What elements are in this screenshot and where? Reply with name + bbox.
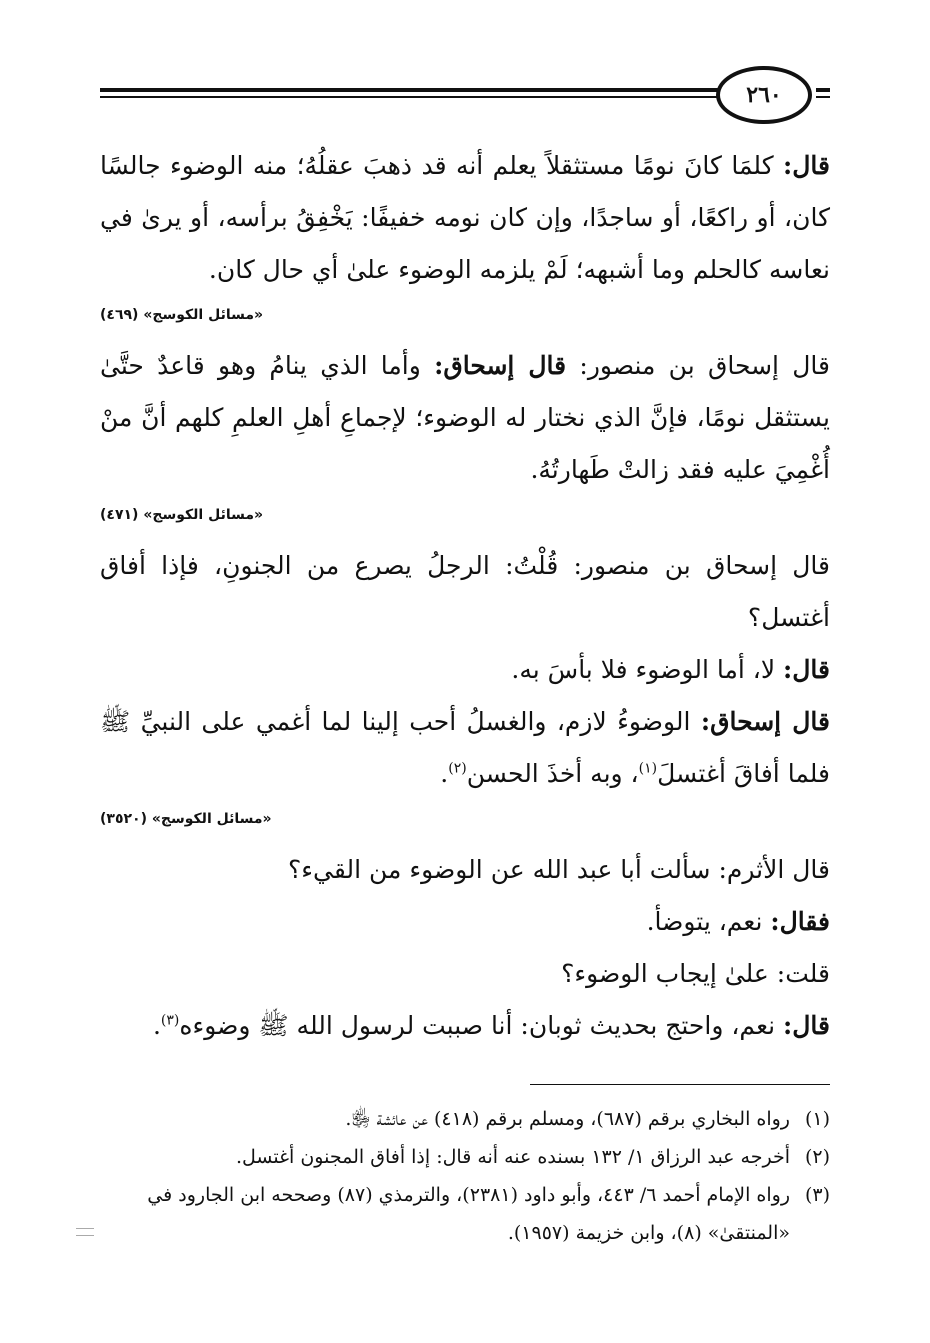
text-run: الوضوءُ لازم، والغسلُ أحب إلينا لما أغمي على النبيِّ ﷺ فلما أفاقَ أغتسلَ (100, 707, 830, 788)
text-run: . (152, 1011, 161, 1040)
speaker-label: قال إسحاق: (434, 351, 567, 380)
paragraph (100, 696, 830, 800)
text-run: ، وبه أخذَ الحسن (466, 759, 639, 788)
speaker-label: قال: (783, 151, 830, 180)
paragraph (100, 340, 830, 496)
text-run: وأما الذي ينامُ وهو قاعدٌ حتَّىٰ يستثقل نومًا، فإنَّ الذي نختار له الوضوء؛ لإجماعِ أهلِ العلمِ كلهم أنَّ منْ أُغْمِيَ عليه فقد زالتْ طَهارتُهُ. (100, 351, 830, 484)
text-run: . (440, 759, 449, 788)
page-number: ٢٦٠ (716, 66, 812, 124)
paragraph (100, 896, 830, 948)
text-run: قال الأثرم: سألت أبا عبد الله عن الوضوء من القيء؟ (287, 855, 830, 884)
footnote-divider (530, 1084, 830, 1085)
paragraph (100, 540, 830, 644)
text-run: قال إسحاق بن منصور: قُلْتُ: الرجلُ يصرع من الجنونِ، فإذا أفاق أغتسل؟ (100, 551, 830, 632)
speaker-label: فقال: (770, 907, 830, 936)
text-run: قال إسحاق بن منصور: (566, 351, 830, 380)
footnote (100, 1100, 830, 1138)
paragraph (100, 844, 830, 896)
main-text (100, 140, 830, 1052)
footnote-text: رواه البخاري برقم (٦٨٧)، ومسلم برقم (٤١٨) عن عائشة ﵂. (345, 1108, 790, 1130)
paragraph (100, 948, 830, 1000)
footnote-number: (١) (804, 1108, 830, 1130)
footnote-text: أخرجه عبد الرزاق ١/ ١٣٢ بسنده عنه أنه قال: إذا أفاق المجنون أغتسل. (235, 1146, 790, 1168)
footnote-number: (٣) (804, 1184, 830, 1206)
text-run: قلت: علىٰ إيجاب الوضوء؟ (561, 959, 830, 988)
footnote-ref: (٢) (448, 760, 467, 777)
source-citation: «مسائل الكوسج» (٤٦٩) (100, 307, 264, 323)
footnote-number: (٢) (804, 1146, 830, 1168)
text-run: لا، أما الوضوء فلا بأسَ به. (511, 655, 784, 684)
text-run: نعم، يتوضأ. (646, 907, 771, 936)
footnote (100, 1176, 830, 1252)
footnotes (100, 1100, 830, 1252)
footnote-ref: (٣) (160, 1012, 180, 1029)
source-citation: «مسائل الكوسج» (٣٥٢٠) (100, 811, 272, 827)
paragraph (100, 644, 830, 696)
source-citation: «مسائل الكوسج» (٤٧١) (100, 507, 264, 523)
speaker-label: قال: (783, 655, 830, 684)
text-run: كلمَا كانَ نومًا مستثقلاً يعلم أنه قد ذهبَ عقلُهُ؛ منه الوضوء جالسًا كان، أو راكعًا، أو ساجدًا، وإن كان نومه خفيفًا: يَخْفِقُ برأسه، أو يرىٰ في نعاسه كالحلم وما أشبهه؛ لَمْ يلزمه الوضوء علىٰ أي حال كان. (100, 151, 830, 284)
text-run: نعم، واحتج بحديث ثوبان: أنا صببت لرسول الله ﷺ وضوءه (179, 1011, 784, 1040)
paragraph (100, 1000, 830, 1052)
margin-mark (76, 1228, 94, 1236)
footnote (100, 1138, 830, 1176)
footnote-text: رواه الإمام أحمد ٦/ ٤٤٣، وأبو داود (٢٣٨١)، والترمذي (٨٧) وصححه ابن الجارود في «المنتقىٰ» (٨)، وابن خزيمة (١٩٥٧). (147, 1184, 790, 1244)
speaker-label: قال: (783, 1011, 830, 1040)
speaker-label: قال إسحاق: (700, 707, 830, 736)
footnote-ref: (١) (638, 760, 658, 777)
paragraph (100, 140, 830, 296)
